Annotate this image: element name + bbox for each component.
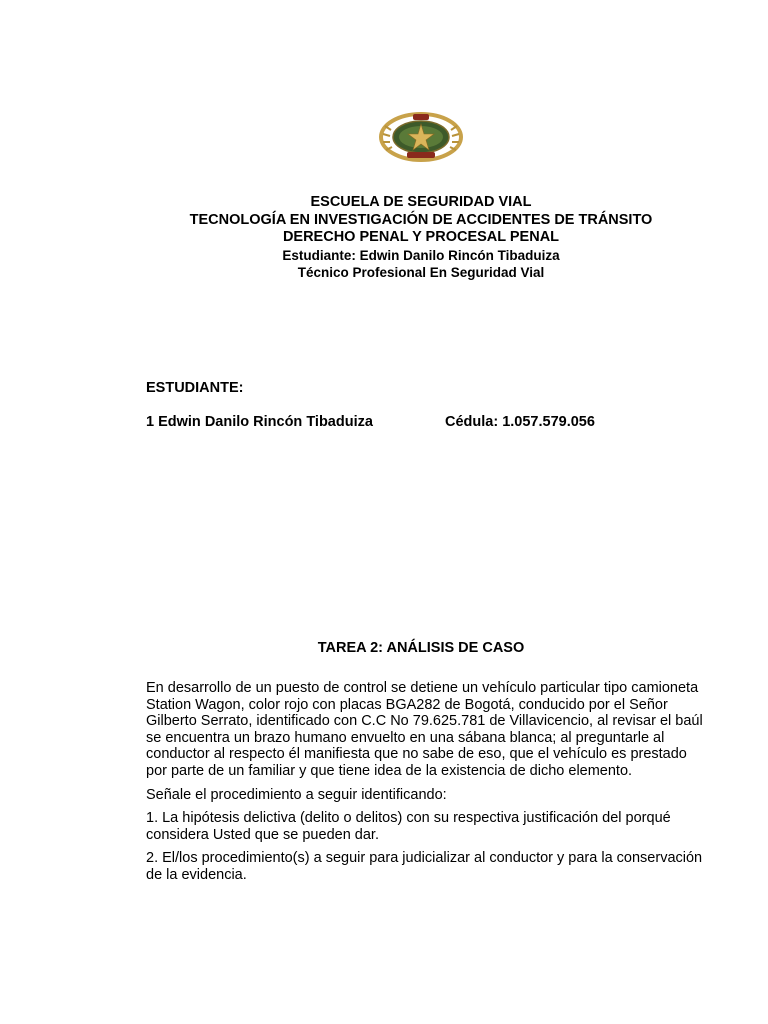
task-body (146, 680, 706, 891)
question-1: 1. La hipótesis delictiva (delito o delitos) con su respectiva justificación del porqué considera Usted que se pueden dar. (146, 810, 671, 843)
question-2: 2. El/los procedimiento(s) a seguir para judicializar al conductor y para la conservación de la evidencia. (146, 850, 703, 883)
instruction-paragraph: Señale el procedimiento a seguir identificando: (146, 786, 447, 803)
header-program: TECNOLOGÍA EN INVESTIGACIÓN DE ACCIDENTES DE TRÁNSITO (189, 211, 653, 228)
case-paragraph: En desarrollo de un puesto de control se detiene un vehículo particular tipo camioneta Station Wagon, color rojo con placas BGA282 de Bogotá, conducido por el Señor Gilberto Serrato, identificado con C.C No 79.625.781 de Villavicencio, al revisar el baúl se encuentra un brazo humano envuelto en una sábana blanca; al preguntarle al conductor al respecto él manifiesta que no sabe de eso, que el vehículo es prestado por parte de un familiar y que tiene idea de la existencia de dicho elemento. (146, 680, 703, 779)
task-title: TAREA 2: ANÁLISIS DE CASO (317, 640, 525, 656)
header-student: Estudiante: Edwin Danilo Rincón Tibaduiza (282, 247, 560, 263)
header-course: DERECHO PENAL Y PROCESAL PENAL (282, 229, 560, 245)
header-degree: Técnico Profesional En Seguridad Vial (297, 265, 545, 280)
police-shield-emblem-icon (379, 112, 463, 162)
student-id: Cédula: 1.057.579.056 (445, 414, 595, 430)
header-school: ESCUELA DE SEGURIDAD VIAL (310, 194, 532, 210)
student-name: 1 Edwin Danilo Rincón Tibaduiza (146, 414, 373, 430)
students-label: ESTUDIANTE: (146, 380, 244, 396)
document-header (0, 194, 768, 282)
